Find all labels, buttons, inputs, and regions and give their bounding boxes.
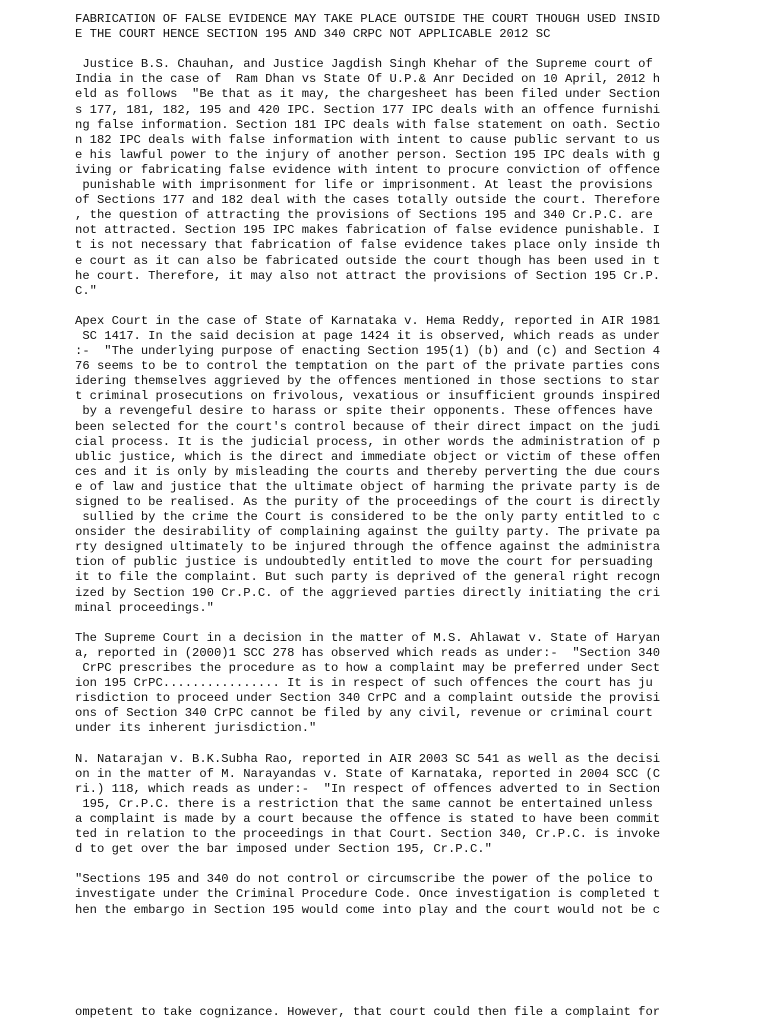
text-line: e of law and justice that the ultimate object of harming the private party is de [75, 479, 661, 494]
text-line: India in the case of Ram Dhan vs State Of U.P.& Anr Decided on 10 April, 2012 h [75, 72, 661, 87]
text-line: risdiction to proceed under Section 340 CrPC and a complaint outside the provisi [75, 691, 661, 706]
text-line: hen the embargo in Section 195 would come into play and the court would not be c [75, 902, 661, 917]
text-line: t criminal prosecutions on frivolous, vexatious or insufficient grounds inspired [75, 389, 661, 404]
text-line: C." [75, 283, 97, 298]
text-line: ons of Section 340 CrPC cannot be filed by any civil, revenue or criminal court [75, 706, 653, 721]
text-line: Justice B.S. Chauhan, and Justice Jagdish Singh Khehar of the Supreme court of [75, 57, 653, 72]
paragraph-gap [75, 737, 695, 752]
text-line: s 177, 181, 182, 195 and 420 IPC. Section 177 IPC deals with an offence furnishi [75, 102, 661, 117]
text-line: ion 195 CrPC................ It is in respect of such offences the court has ju [75, 676, 653, 691]
text-line: n 182 IPC deals with false information with intent to cause public servant to us [75, 132, 661, 147]
text-line: tion of public justice is undoubtedly entitled to move the court for persuading [75, 555, 653, 570]
paragraph-gap [75, 616, 695, 631]
text-line: 76 seems to be to control the temptation on the part of the private parties cons [75, 359, 661, 374]
text-line: t is not necessary that fabrication of false evidence takes place only inside th [75, 238, 661, 253]
text-line: a complaint is made by a court because the offence is stated to have been commit [75, 811, 661, 826]
text-line: signed to be realised. As the purity of the proceedings of the court is directly [75, 495, 661, 509]
text-line: e court as it can also be fabricated outside the court though has been used in t [75, 253, 661, 268]
text-line: onsider the desirability of complaining against the guilty party. The private pa [75, 525, 661, 540]
text-line: he court. Therefore, it may also not attract the provisions of Section 195 Cr.P. [75, 268, 661, 283]
page-continuation [75, 1005, 695, 1020]
text-line: SC 1417. In the said decision at page 1424 it is observed, which reads as under [75, 328, 661, 343]
text-line: a, reported in (2000)1 SCC 278 has observed which reads as under:- "Section 340 [75, 645, 661, 660]
text-line: iving or fabricating false evidence with intent to procure conviction of offence [75, 162, 661, 177]
text-line: on in the matter of M. Narayandas v. State of Karnataka, reported in 2004 SCC (C [75, 766, 661, 781]
text-line: "Sections 195 and 340 do not control or circumscribe the power of the police to [75, 872, 653, 887]
text-line: :- "The underlying purpose of enacting Section 195(1) (b) and (c) and Section 4 [75, 344, 661, 359]
text-line: ized by Section 190 Cr.P.C. of the aggrieved parties directly initiating the cri [75, 585, 661, 600]
paragraph-ram-dhan [75, 57, 695, 299]
text-line: 195, Cr.P.C. there is a restriction that the same cannot be entertained unless [75, 796, 653, 811]
text-line: Apex Court in the case of State of Karnataka v. Hema Reddy, reported in AIR 1981 [75, 313, 661, 328]
paragraph-natarajan [75, 752, 695, 858]
text-line: CrPC prescribes the procedure as to how a complaint may be preferred under Sect [75, 661, 661, 676]
text-line: d to get over the bar imposed under Section 195, Cr.P.C." [75, 842, 492, 857]
paragraph-gap [75, 857, 695, 872]
text-line: e his lawful power to the injury of another person. Section 195 IPC deals with g [75, 147, 661, 162]
text-line: ompetent to take cognizance. However, that court could then file a complaint for [75, 1005, 661, 1019]
text-line: N. Natarajan v. B.K.Subha Rao, reported in AIR 2003 SC 541 as well as the decisi [75, 751, 661, 766]
paragraph-hema-reddy [75, 314, 695, 616]
text-line: by a revengeful desire to harass or spite their opponents. These offences have [75, 404, 653, 419]
title-line: FABRICATION OF FALSE EVIDENCE MAY TAKE PLACE OUTSIDE THE COURT THOUGH USED INSID [75, 12, 661, 26]
text-line: ri.) 118, which reads as under:- "In respect of offences adverted to in Section [75, 781, 661, 796]
text-line: punishable with imprisonment for life or imprisonment. At least the provisions [75, 178, 653, 193]
text-line: cial process. It is the judicial process, in other words the administration of p [75, 434, 661, 449]
text-line: investigate under the Criminal Procedure Code. Once investigation is completed t [75, 887, 661, 902]
text-line: ublic justice, which is the direct and immediate object or victim of these offen [75, 449, 661, 464]
text-line: ces and it is only by misleading the courts and thereby perverting the due cours [75, 464, 661, 479]
text-line: The Supreme Court in a decision in the matter of M.S. Ahlawat v. State of Haryan [75, 630, 661, 645]
paragraph-ahlawat [75, 631, 695, 737]
title-line: E THE COURT HENCE SECTION 195 AND 340 CRPC NOT APPLICABLE 2012 SC [75, 27, 551, 42]
text-line: , the question of attracting the provisions of Sections 195 and 340 Cr.P.C. are [75, 208, 653, 223]
text-line: it to file the complaint. But such party is deprived of the general right recogn [75, 570, 661, 585]
text-line: rty designed ultimately to be injured through the offence against the administra [75, 540, 661, 555]
text-line: ng false information. Section 181 IPC deals with false statement on oath. Sectio [75, 117, 661, 132]
text-line: eld as follows "Be that as it may, the chargesheet has been filed under Section [75, 87, 661, 102]
document-page [75, 12, 695, 918]
text-line: of Sections 177 and 182 deal with the cases totally outside the court. Therefore [75, 193, 661, 208]
text-line: idering themselves aggrieved by the offences mentioned in those sections to star [75, 374, 661, 389]
text-line: been selected for the court's control because of their direct impact on the judi [75, 419, 661, 434]
text-line: minal proceedings." [75, 600, 214, 615]
text-line: sullied by the crime the Court is considered to be the only party entitled to c [75, 510, 661, 525]
paragraph-sections-195-340 [75, 872, 695, 917]
text-line: ted in relation to the proceedings in that Court. Section 340, Cr.P.C. is invoke [75, 827, 661, 842]
text-line: not attracted. Section 195 IPC makes fabrication of false evidence punishable. I [75, 223, 661, 238]
paragraph-gap [75, 42, 695, 57]
paragraph-gap [75, 299, 695, 314]
text-line: under its inherent jurisdiction." [75, 721, 317, 736]
document-title [75, 12, 695, 42]
